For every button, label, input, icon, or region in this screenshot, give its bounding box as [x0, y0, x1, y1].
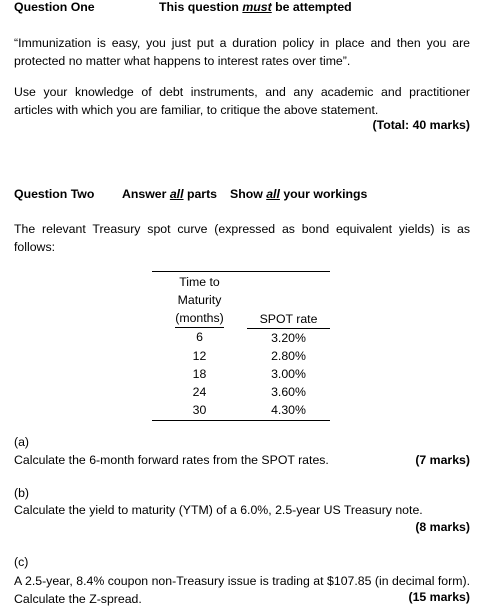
table-row	[152, 383, 330, 401]
question-one-instruction	[159, 0, 352, 14]
maturity-cell: 30	[192, 403, 207, 418]
total-marks: (Total: 40 marks)	[372, 118, 470, 132]
rate-cell: 2.80%	[271, 348, 306, 363]
maturity-header	[152, 272, 247, 329]
maturity-header-line-3-wrap	[152, 309, 247, 328]
maturity-header-line-1: Time to	[179, 275, 220, 289]
table-row	[152, 347, 330, 365]
part-a-label: (a)	[14, 435, 30, 449]
table-row	[152, 365, 330, 383]
quote-paragraph: “Immunization is easy, you just put a duration policy in place and then you are protected no matter what happens to interest rates over time”.	[14, 36, 470, 68]
question-two-heading: Question Two	[14, 187, 95, 201]
show-workings-instruction	[230, 187, 367, 201]
spot-rate-table	[152, 271, 330, 421]
table-row	[152, 401, 330, 420]
maturity-cell: 24	[192, 385, 207, 400]
maturity-cell: 6	[196, 330, 203, 345]
instruction-pre: Show	[230, 187, 267, 201]
answer-all-instruction	[122, 187, 217, 201]
instruction-emphasis: all	[169, 187, 184, 201]
rate-cell: 3.20%	[271, 330, 306, 345]
part-b-text: Calculate the yield to maturity (YTM) of a 6.0%, 2.5-year US Treasury note.	[14, 503, 423, 517]
maturity-header-line-2: Maturity	[177, 293, 222, 307]
spot-curve-intro: The relevant Treasury spot curve (expressed as bond equivalent yields) is as follows:	[14, 222, 470, 254]
spot-rate-header: SPOT rate	[247, 272, 330, 329]
part-b-marks: (8 marks)	[415, 520, 470, 534]
part-c-label: (c)	[14, 555, 29, 569]
instruction-pre: This question	[159, 0, 243, 14]
instruction-post: be attempted	[271, 0, 352, 14]
part-c-marks: (15 marks)	[402, 590, 470, 604]
maturity-cell: 18	[192, 366, 207, 381]
task-paragraph: Use your knowledge of debt instruments, and any academic and practitioner articles with which you are familiar, to critique the above statement.	[14, 85, 470, 117]
instruction-emphasis: all	[266, 187, 280, 201]
maturity-cell: 12	[192, 348, 207, 363]
instruction-post: parts	[183, 187, 218, 201]
table-header-row	[152, 272, 330, 329]
maturity-header-line-3: (months)	[175, 309, 224, 328]
rate-cell: 3.60%	[271, 385, 306, 400]
part-c-text: A 2.5-year, 8.4% coupon non-Treasury issue is trading at $107.85 (in decimal form). Calculate the Z-spread.	[14, 574, 470, 606]
table-row	[152, 328, 330, 347]
part-a-text: Calculate the 6-month forward rates from the SPOT rates.	[14, 453, 329, 467]
instruction-emphasis: must	[242, 0, 272, 14]
part-b-label: (b)	[14, 486, 30, 500]
instruction-post: your workings	[279, 187, 368, 201]
question-one-heading: Question One	[14, 0, 95, 14]
instruction-pre: Answer	[122, 187, 170, 201]
part-a-marks: (7 marks)	[415, 453, 470, 467]
rate-cell: 4.30%	[271, 403, 306, 418]
rate-cell: 3.00%	[271, 366, 306, 381]
